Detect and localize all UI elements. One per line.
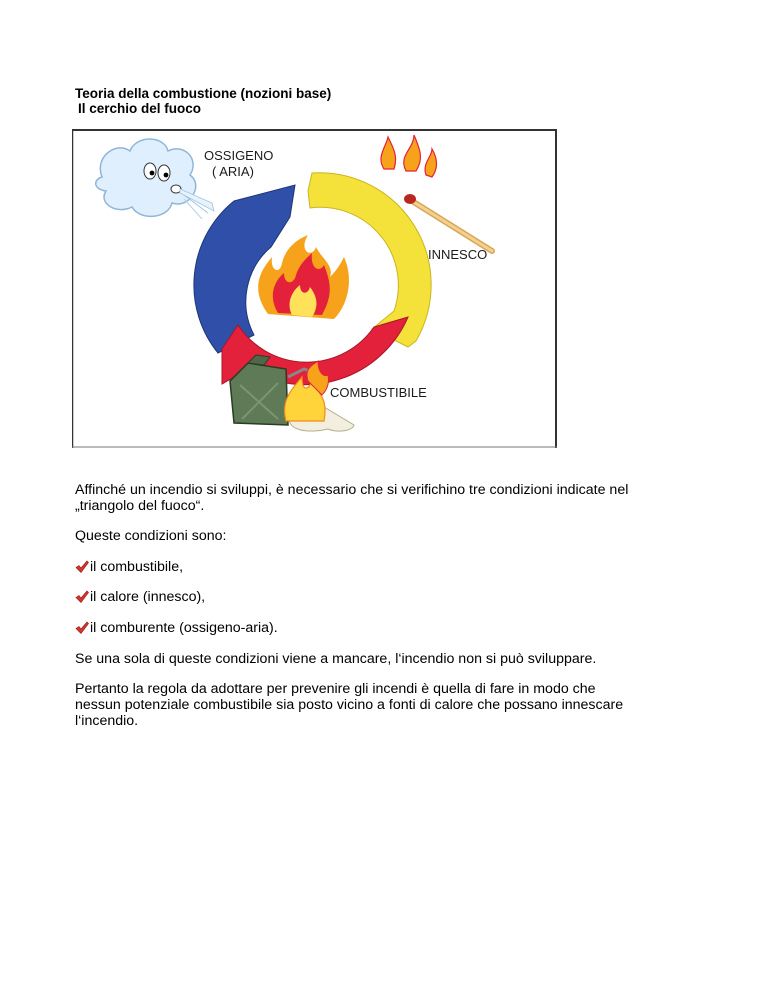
intro-line-1: Affinché un incendio si sviluppi, è necessario che si verifichino tre condizioni indicate nel	[75, 482, 629, 498]
red-check-icon	[75, 560, 89, 574]
condition-label: il calore (innesco),	[90, 589, 206, 605]
red-check-icon	[75, 590, 89, 604]
condition-item	[75, 620, 278, 637]
fire-circle-diagram	[72, 129, 557, 448]
fire-circle-figure	[72, 129, 557, 448]
condition-label: il combustibile,	[90, 559, 184, 575]
missing-condition-text: Se una sola di queste condizioni viene a mancare, l‘incendio non si può sviluppare.	[75, 651, 597, 667]
condition-item	[75, 559, 183, 576]
condition-item	[75, 589, 205, 606]
rule-line-2: nessun potenziale combustibile sia posto vicino a fonti di calore che possano innescare	[75, 697, 624, 713]
label-oxygen-line2: ( ARIA)	[212, 164, 254, 179]
page-subtitle: Il cerchio del fuoco	[78, 101, 202, 116]
label-ignition: INNESCO	[428, 247, 488, 262]
intro-line-2: „triangolo del fuoco“.	[75, 498, 205, 514]
page-title: Teoria della combustione (nozioni base)	[75, 86, 332, 101]
label-fuel: COMBUSTIBILE	[330, 385, 427, 400]
rule-line-3: l‘incendio.	[75, 713, 139, 729]
conditions-heading: Queste condizioni sono:	[75, 528, 227, 544]
label-oxygen-line1: OSSIGENO	[204, 148, 274, 163]
rule-line-1: Pertanto la regola da adottare per prevenire gli incendi è quella di fare in modo che	[75, 681, 596, 697]
condition-label: il comburente (ossigeno-aria).	[90, 620, 278, 636]
red-check-icon	[75, 621, 89, 635]
